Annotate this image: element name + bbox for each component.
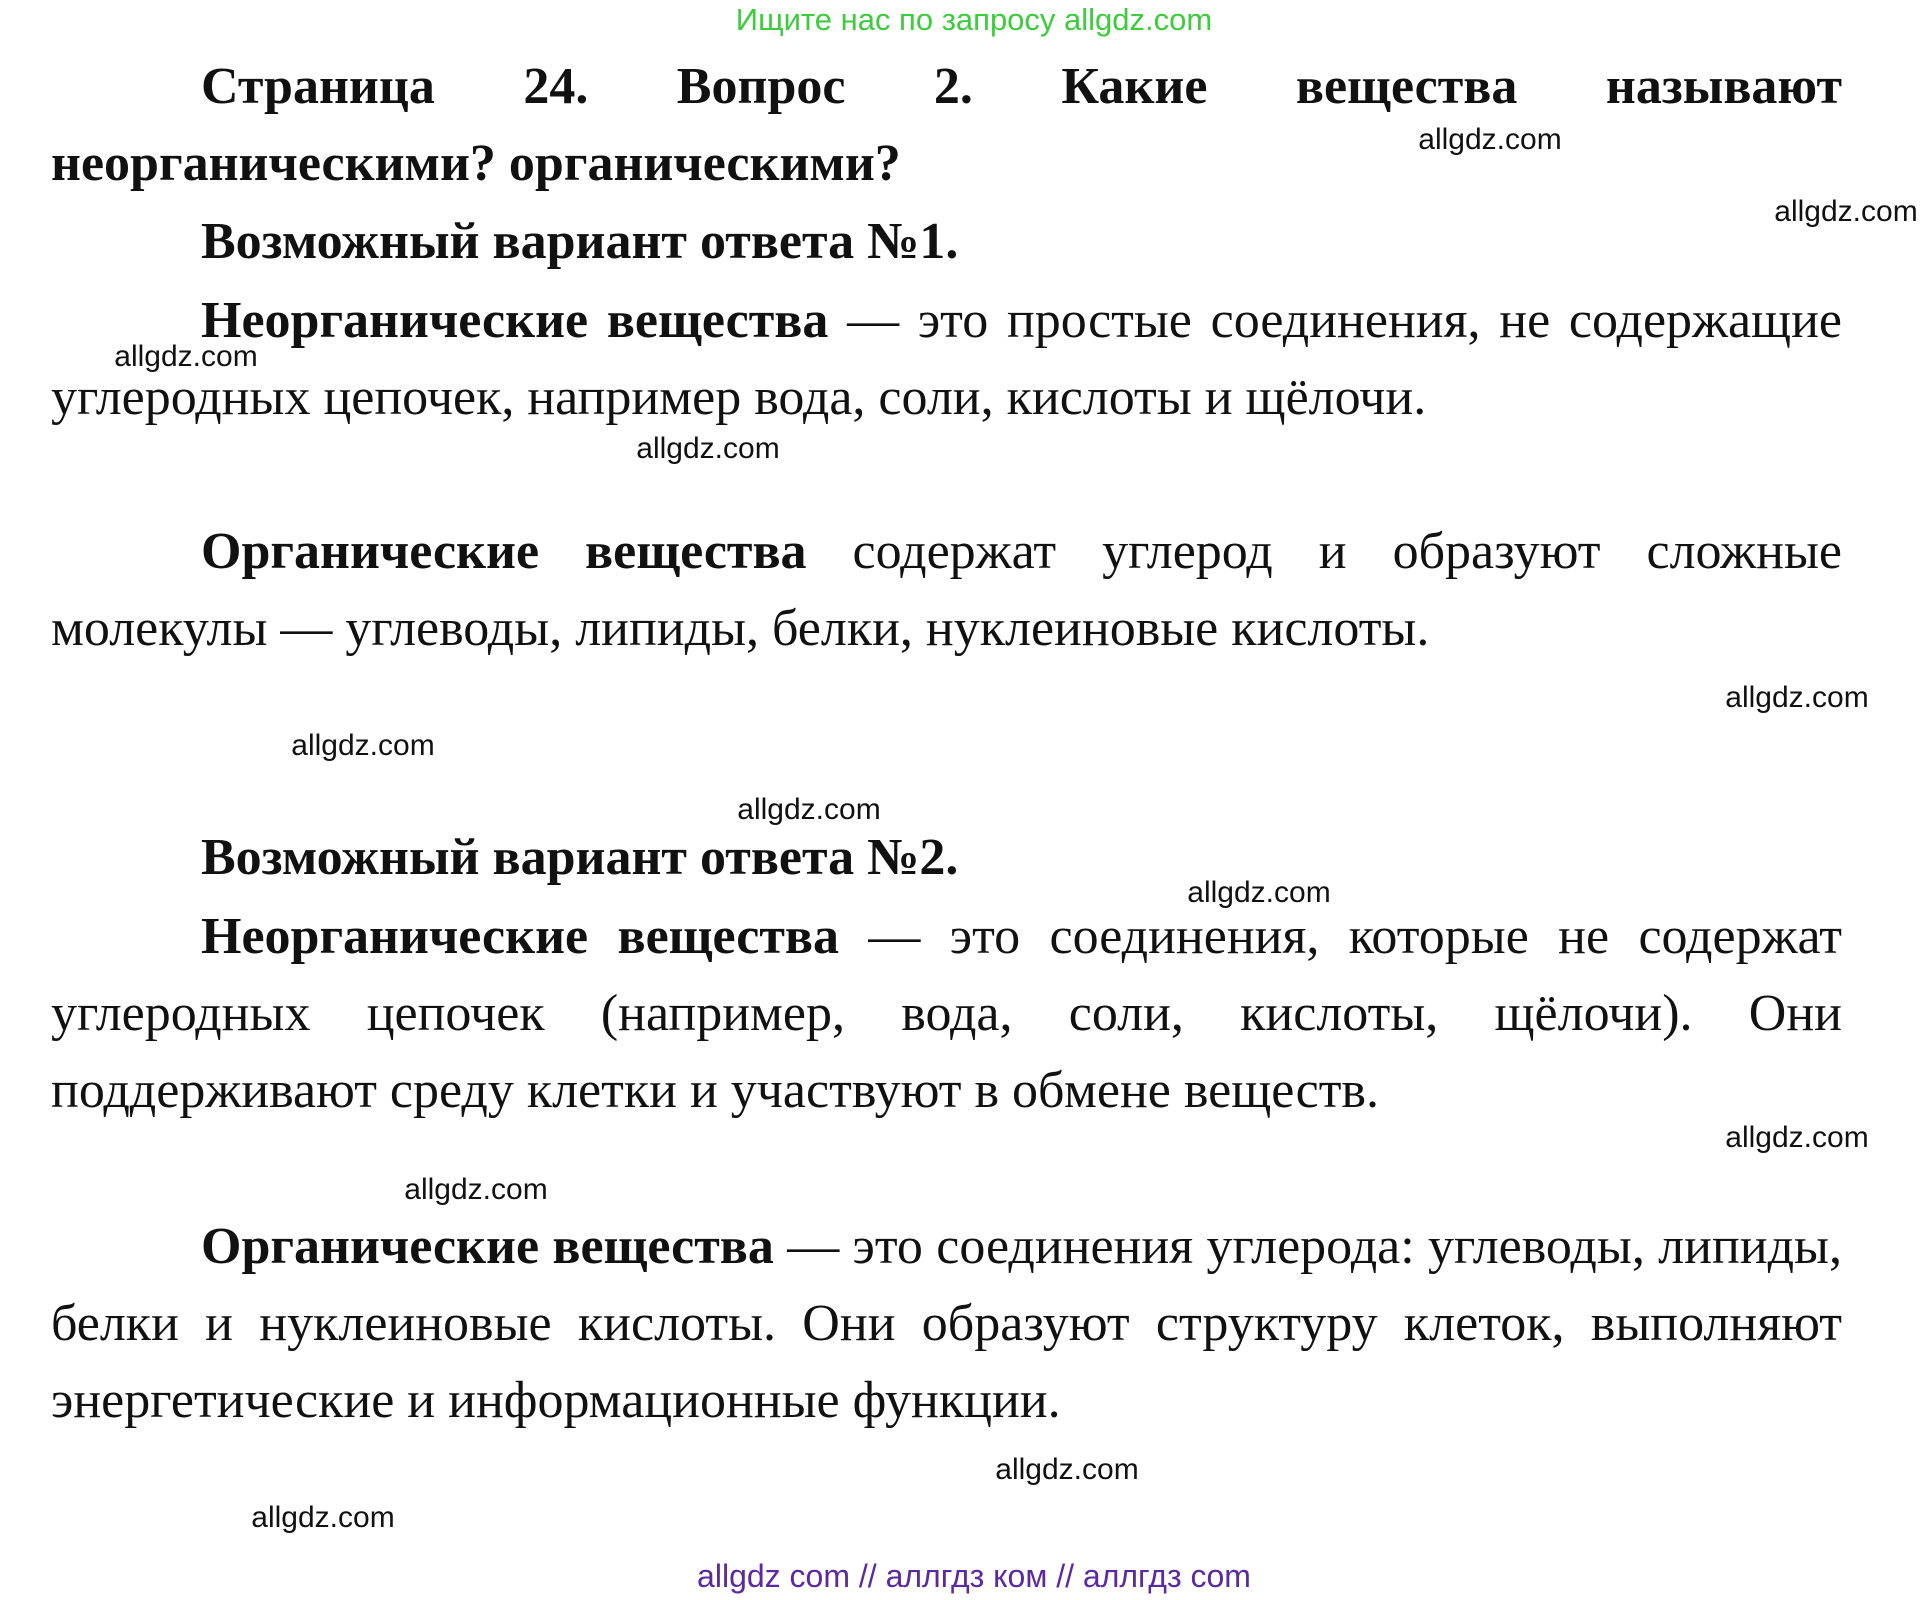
answer2-paragraph-organic bbox=[51, 1208, 1842, 1439]
watermark: allgdz.com bbox=[251, 1501, 395, 1534]
definition: — это соединения, которые не содержат углеродных цепочек (например, вода, соли, кислоты, щёлочи). Они поддерживают среду клетки и участвуют в обмене веществ. bbox=[51, 908, 1842, 1119]
term: Органические вещества bbox=[201, 523, 807, 580]
watermark: allgdz.com bbox=[1774, 195, 1918, 228]
watermark: allgdz.com bbox=[737, 793, 881, 826]
watermark: allgdz.com bbox=[291, 729, 435, 762]
term: Неорганические вещества bbox=[201, 908, 839, 965]
definition: — это соединения углерода: углеводы, липиды, белки и нуклеиновые кислоты. Они образуют структуру клеток, выполняют энергетические и информационные функции. bbox=[51, 1218, 1842, 1429]
answer2-paragraph-inorganic bbox=[51, 898, 1842, 1129]
definition: содержат углерод и образуют сложные молекулы — углеводы, липиды, белки, нуклеиновые кислоты. bbox=[51, 523, 1842, 657]
watermark: allgdz.com bbox=[1725, 1121, 1869, 1154]
term: Неорганические вещества bbox=[201, 292, 829, 349]
watermark: allgdz.com bbox=[636, 432, 780, 465]
answer2-heading: Возможный вариант ответа №2. bbox=[201, 829, 959, 886]
watermark: allgdz.com bbox=[1187, 876, 1331, 909]
term: Органические вещества bbox=[201, 1218, 774, 1275]
answer1-paragraph-inorganic bbox=[51, 282, 1842, 436]
watermark: allgdz.com bbox=[1725, 681, 1869, 714]
watermark: allgdz.com bbox=[114, 340, 258, 373]
footer-links[interactable]: allgdz com // аллгдз ком // аллгдз com bbox=[697, 1558, 1251, 1594]
watermark: allgdz.com bbox=[404, 1173, 548, 1206]
definition: — это простые соединения, не содержащие углеродных цепочек, например вода, соли, кислоты и щёлочи. bbox=[51, 292, 1842, 426]
page-title: Страница 24. Вопрос 2. Какие вещества называют неорганическими? органическими? bbox=[51, 58, 1842, 192]
answer1-heading: Возможный вариант ответа №1. bbox=[201, 213, 959, 270]
answer1-paragraph-organic bbox=[51, 513, 1842, 667]
search-banner: Ищите нас по запросу allgdz.com bbox=[735, 2, 1213, 37]
watermark: allgdz.com bbox=[995, 1453, 1139, 1486]
watermark: allgdz.com bbox=[1418, 123, 1562, 156]
